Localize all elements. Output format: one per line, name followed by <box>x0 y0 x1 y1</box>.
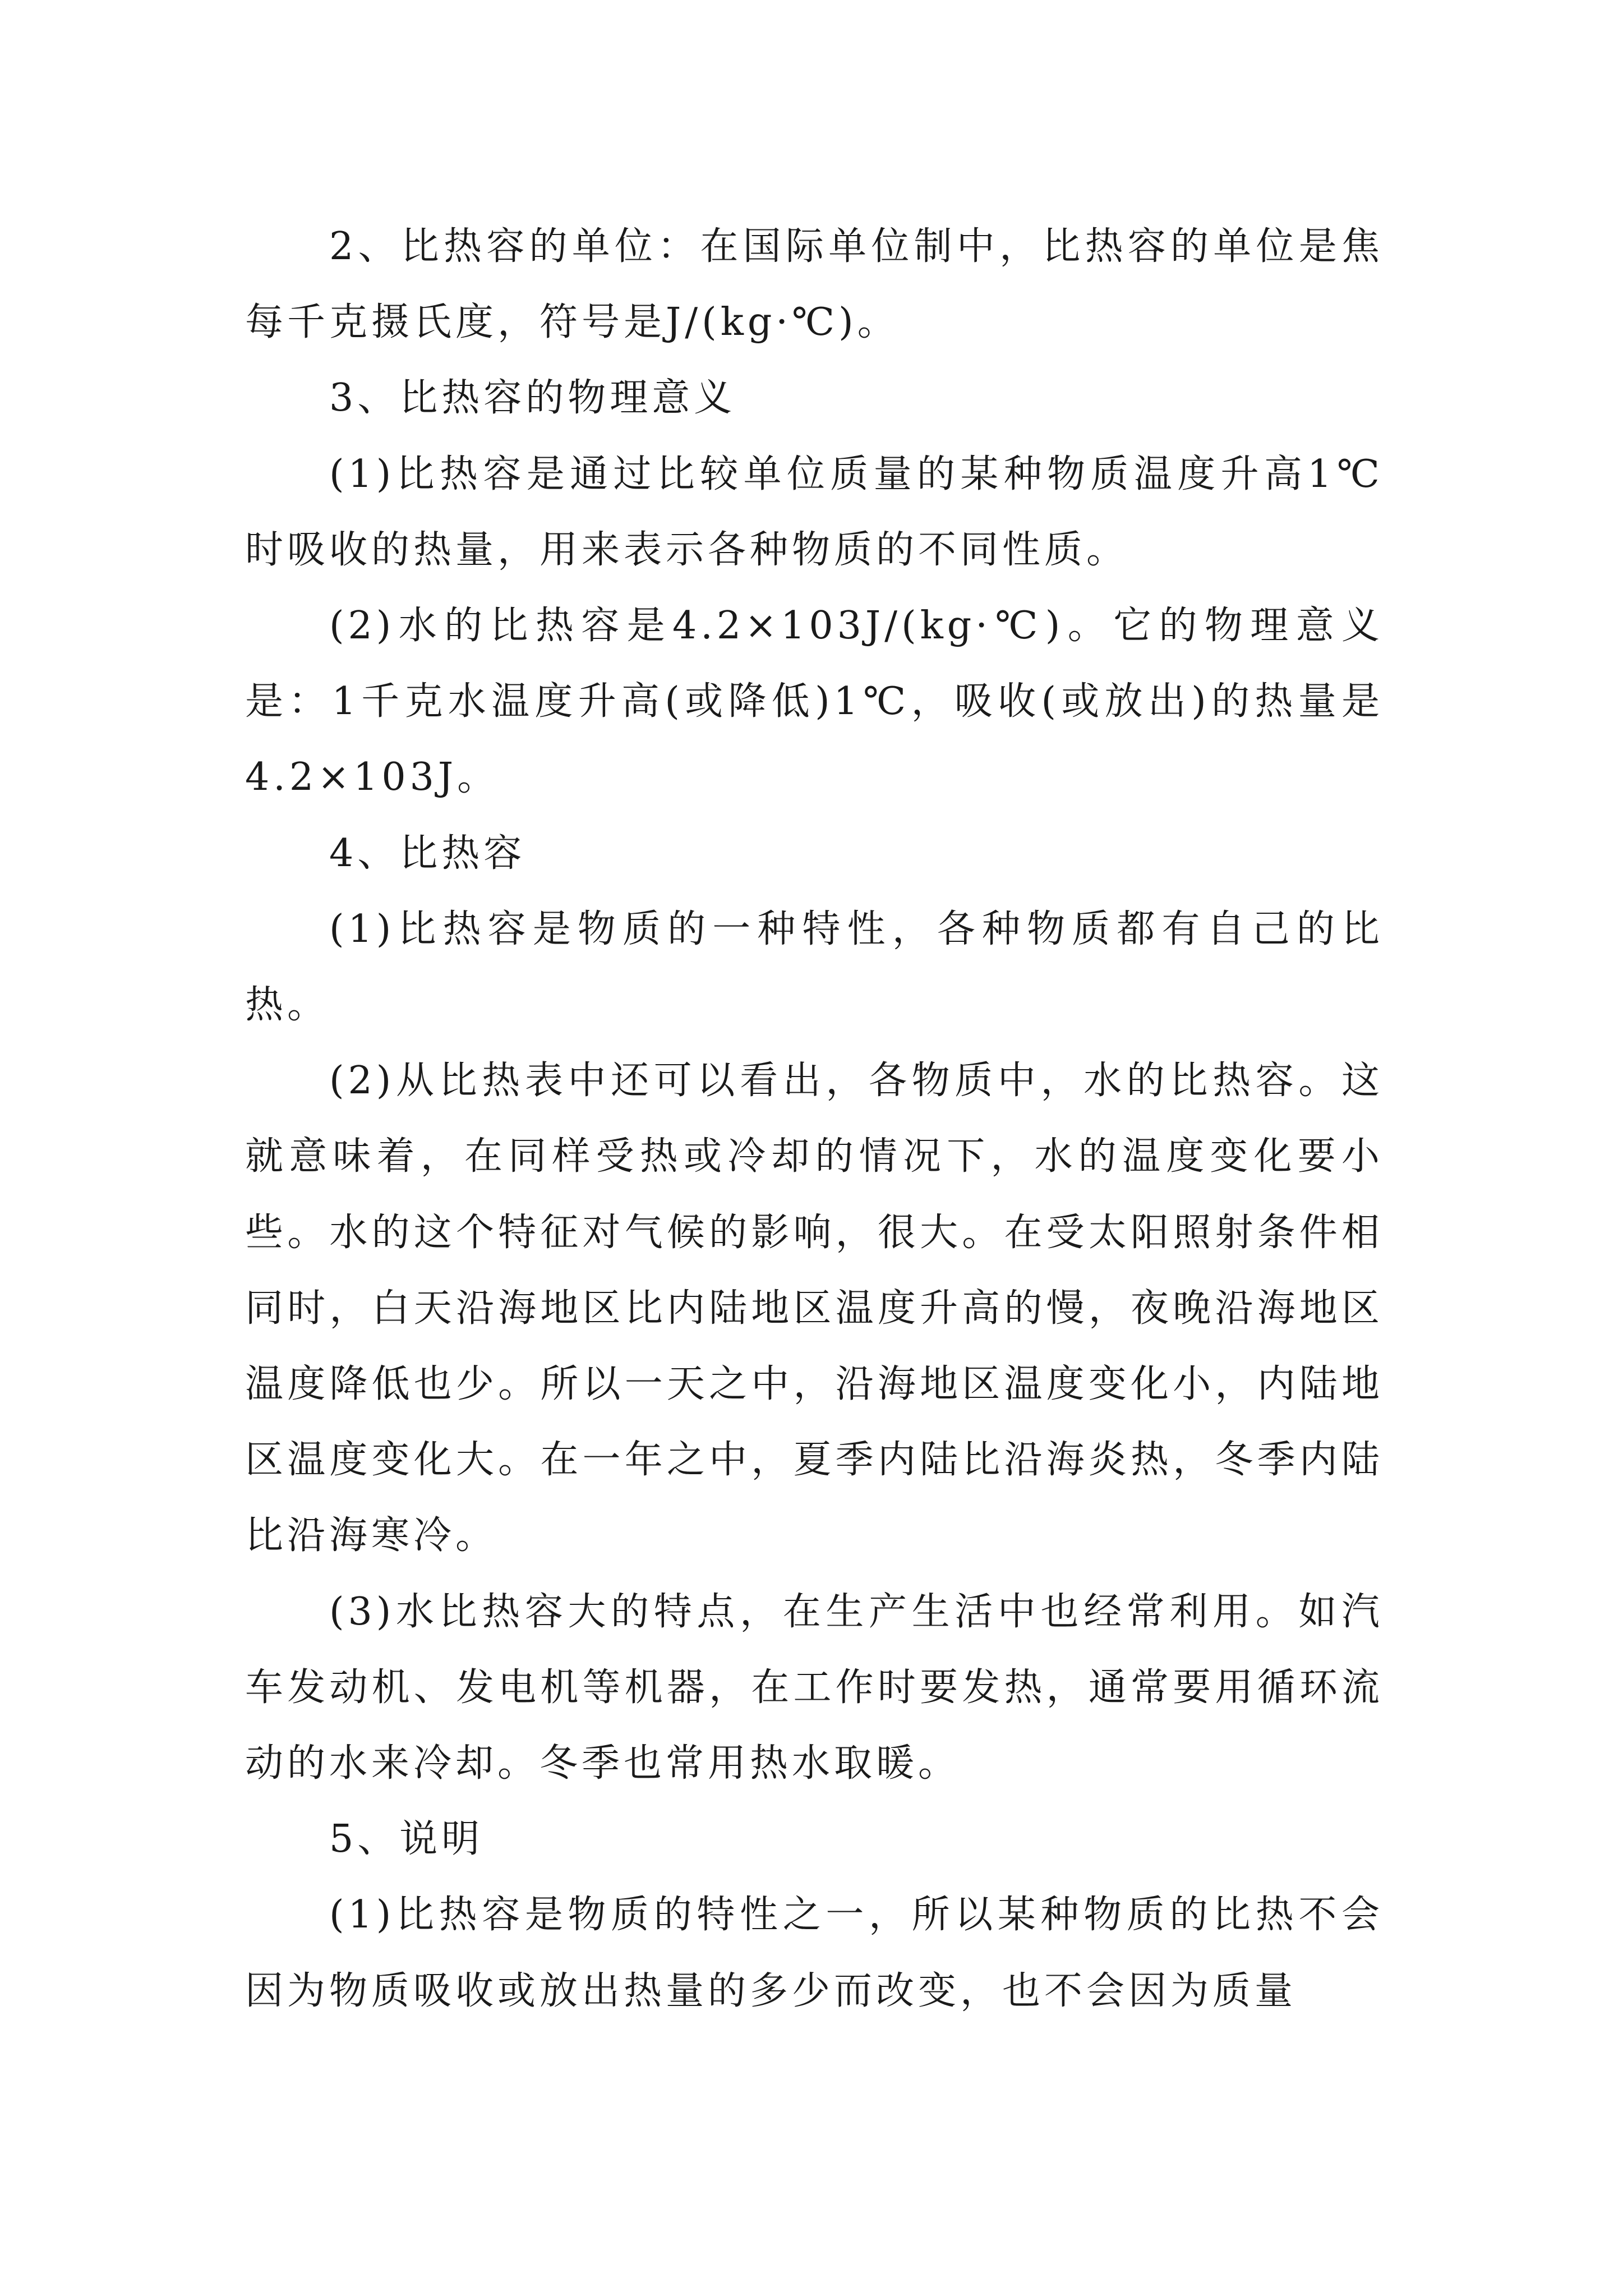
heading-specific-heat: 4、比热容 <box>329 831 526 876</box>
paragraph-unit-of-specific-heat: 2、比热容的单位：在国际单位制中，比热容的单位是焦每千克摄氏度，符号是J/(kg·℃)。 <box>245 224 1384 345</box>
paragraph-meaning-2: (2)水的比热容是4.2×103J/(kg·℃)。它的物理意义是：1千克水温度升高(或降低)1℃，吸收(或放出)的热量是4.2×103J。 <box>245 604 1384 800</box>
paragraph-meaning-1: (1)比热容是通过比较单位质量的某种物质温度升高1℃时吸收的热量，用来表示各种物质的不同性质。 <box>245 452 1384 572</box>
paragraph-property-3: (3)水比热容大的特点，在生产生活中也经常利用。如汽车发动机、发电机等机器，在工作时要发热，通常要用循环流动的水来冷却。冬季也常用热水取暖。 <box>245 1589 1384 1786</box>
paragraph-property-1: (1)比热容是物质的一种特性，各种物质都有自己的比热。 <box>245 907 1384 1028</box>
heading-physical-meaning: 3、比热容的物理意义 <box>329 376 736 421</box>
document-body <box>245 209 1384 2029</box>
paragraph-note-1: (1)比热容是物质的特性之一，所以某种物质的比热不会因为物质吸收或放出热量的多少而改变，也不会因为质量 <box>245 1893 1384 2013</box>
paragraph-property-2: (2)从比热表中还可以看出，各物质中，水的比热容。这就意味着，在同样受热或冷却的情况下，水的温度变化要小些。水的这个特征对气候的影响，很大。在受太阳照射条件相同时，白天沿海地区比内陆地区温度升高的慢，夜晚沿海地区温度降低也少。所以一天之中，沿海地区温度变化小，内陆地区温度变化大。在一年之中，夏季内陆比沿海炎热，冬季内陆比沿海寒冷。 <box>245 1059 1384 1558</box>
heading-notes: 5、说明 <box>329 1817 484 1862</box>
